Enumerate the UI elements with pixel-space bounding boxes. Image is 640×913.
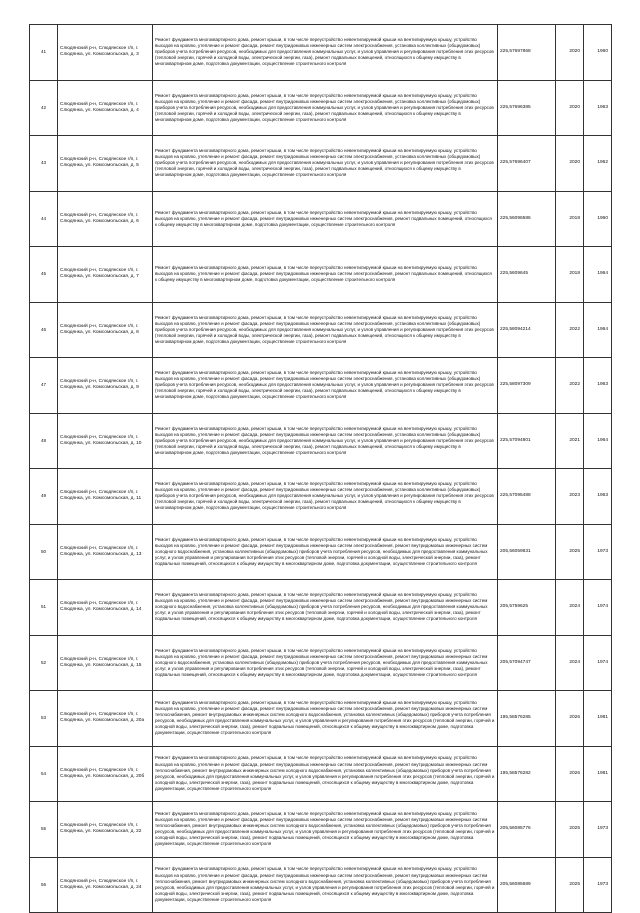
work-description-cell: Ремонт фундамента многоквартирного дома, ремонт крыши, в том числе переустройство невентилируемой крыши на вентилируемую крышу, устройство выходов на кровлю, утепление и ремонт фасада, ремонт внутридомовых инженерных систем электроснабжения, установка коллективных (общедомовых) приборов учета потребления ресурсов, необходимых для предоставления коммунальных услуг, и узлов управления и регулирования потребления этих ресурсов (тепловой энергии, горячей и холодной воды, электрической энергии, газа), ремонт подвальных помещений, относящихся к общему имуществу в многоквартирном доме, подготовка документации, осуществление строительного контроля <box>153 413 498 469</box>
work-description-cell: Ремонт фундамента многоквартирного дома, ремонт крыши, в том числе переустройство невентилируемой крыши на вентилируемую крышу, устройство выходов на кровлю, утепление и ремонт фасада, ремонт внутридомовых инженерных систем электроснабжения, установка коллективных (общедомовых) приборов учета потребления ресурсов, необходимых для предоставления коммунальных услуг, и узлов управления и регулирования потребления этих ресурсов (тепловой энергии, горячей и холодной воды, электрической энергии, газа), ремонт подвальных помещений, относящихся к общему имуществу в многоквартирном доме, подготовка документации, осуществление строительного контроля <box>153 136 498 192</box>
work-description-cell: Ремонт фундамента многоквартирного дома, ремонт крыши, в том числе переустройство невентилируемой крыши на вентилируемую крышу, устройство выходов на кровлю, утепление и ремонт фасада, ремонт внутридомовых инженерных систем электроснабжения, установка коллективных (общедомовых) приборов учета потребления ресурсов, необходимых для предоставления коммунальных услуг, и узлов управления и регулирования потребления этих ресурсов (тепловой энергии, горячей и холодной воды, электрической энергии, газа), ремонт подвальных помещений, относящихся к общему имуществу в многоквартирном доме, подготовка документации, осуществление строительного контроля <box>153 80 498 136</box>
address-cell: Слюдянский р-н, Слюдянское г/п, г. Слюдянка, ул. Комсомольская, д. 20б <box>58 746 153 802</box>
table-row <box>30 580 612 636</box>
address-cell: Слюдянский р-н, Слюдянское г/п, г. Слюдянка, ул. Комсомольская, д. 4 <box>58 80 153 136</box>
work-description-cell: Ремонт фундамента многоквартирного дома, ремонт крыши, в том числе переустройство невентилируемой крыши на вентилируемую крышу, устройство выходов на кровлю, утепление и ремонт фасада, ремонт внутридомовых инженерных систем электроснабжения, ремонт внутридомовых инженерных систем холодного водоснабжения, установка коллективных (общедомовых) приборов учета потребления ресурсов, необходимых для предоставления коммунальных услуг, и узлов управления и регулирования потребления этих ресурсов (тепловой энергии, горячей и холодной воды, электрической энергии, газа), ремонт подвальных помещений, относящихся к общему имуществу в многоквартирном доме, подготовка документации, осуществление строительного контроля <box>153 635 498 691</box>
build-year-cell: 1960 <box>584 191 612 247</box>
row-number: 56 <box>30 857 58 913</box>
cost-cell: 225,57696407 <box>498 136 556 192</box>
work-description-cell: Ремонт фундамента многоквартирного дома, ремонт крыши, в том числе переустройство невентилируемой крыши на вентилируемую крышу, устройство выходов на кровлю, утепление и ремонт фасада, ремонт внутридомовых инженерных систем электроснабжения, ремонт подвальных помещений, относящихся к общему имуществу в многоквартирном доме, подготовка документации, осуществление строительного контроля <box>153 191 498 247</box>
build-year-cell: 1981 <box>584 746 612 802</box>
table-row <box>30 247 612 303</box>
build-year-cell: 1964 <box>584 247 612 303</box>
row-number: 44 <box>30 191 58 247</box>
row-number: 46 <box>30 302 58 358</box>
work-description-cell: Ремонт фундамента многоквартирного дома, ремонт крыши, в том числе переустройство невентилируемой крыши на вентилируемую крышу, устройство выходов на кровлю, утепление и ремонт фасада, ремонт внутридомовых инженерных систем электроснабжения, ремонт подвальных помещений, относящихся к общему имуществу в многоквартирном доме, подготовка документации, осуществление строительного контроля <box>153 247 498 303</box>
address-cell: Слюдянский р-н, Слюдянское г/п, г. Слюдянка, ул. Комсомольская, д. 5 <box>58 136 153 192</box>
table-row <box>30 358 612 414</box>
cost-cell: 225,5609645 <box>498 247 556 303</box>
table-row <box>30 524 612 580</box>
row-number: 41 <box>30 25 58 81</box>
work-description-cell: Ремонт фундамента многоквартирного дома, ремонт крыши, в том числе переустройство невентилируемой крыши на вентилируемую крышу, устройство выходов на кровлю, утепление и ремонт фасада, ремонт внутридомовых инженерных систем электроснабжения, ремонт внутридомовых инженерных систем теплоснабжения, ремонт внутридомовых инженерных систем холодного водоснабжения, установка коллективных (общедомовых) приборов учета потребления ресурсов, необходимых для предоставления коммунальных услуг, и узлов управления и регулирования потребления этих ресурсов (тепловой энергии, горячей и холодной воды, электрической энергии, газа), ремонт подвальных помещений, относящихся к общему имуществу в многоквартирном доме, подготовка документации, осуществление строительного контроля <box>153 802 498 858</box>
build-year-cell: 1973 <box>584 802 612 858</box>
planned-year-cell: 2018 <box>556 247 584 303</box>
address-cell: Слюдянский р-н, Слюдянское г/п, г. Слюдянка, ул. Комсомольская, д. 3 <box>58 25 153 81</box>
work-description-cell: Ремонт фундамента многоквартирного дома, ремонт крыши, в том числе переустройство невентилируемой крыши на вентилируемую крышу, устройство выходов на кровлю, утепление и ремонт фасада, ремонт внутридомовых инженерных систем электроснабжения, установка коллективных (общедомовых) приборов учета потребления ресурсов, необходимых для предоставления коммунальных услуг, и узлов управления и регулирования потребления этих ресурсов (тепловой энергии, горячей и холодной воды, электрической энергии, газа), ремонт подвальных помещений, относящихся к общему имуществу в многоквартирном доме, подготовка документации, осуществление строительного контроля <box>153 302 498 358</box>
work-description-cell: Ремонт фундамента многоквартирного дома, ремонт крыши, в том числе переустройство невентилируемой крыши на вентилируемую крышу, устройство выходов на кровлю, утепление и ремонт фасада, ремонт внутридомовых инженерных систем электроснабжения, ремонт внутридомовых инженерных систем теплоснабжения, ремонт внутридомовых инженерных систем холодного водоснабжения, установка коллективных (общедомовых) приборов учета потребления ресурсов, необходимых для предоставления коммунальных услуг, и узлов управления и регулирования потребления этих ресурсов (тепловой энергии, горячей и холодной воды, электрической энергии, газа), ремонт подвальных помещений, относящихся к общему имуществу в многоквартирном доме, подготовка документации, осуществление строительного контроля <box>153 746 498 802</box>
build-year-cell: 1960 <box>584 25 612 81</box>
cost-cell: 225,57697868 <box>498 25 556 81</box>
planned-year-cell: 2025 <box>556 524 584 580</box>
address-cell: Слюдянский р-н, Слюдянское г/п, г. Слюдянка, ул. Комсомольская, д. 6 <box>58 191 153 247</box>
cost-cell: 225,57095488 <box>498 469 556 525</box>
planned-year-cell: 2022 <box>556 358 584 414</box>
work-description-cell: Ремонт фундамента многоквартирного дома, ремонт крыши, в том числе переустройство невентилируемой крыши на вентилируемую крышу, устройство выходов на кровлю, утепление и ремонт фасада, ремонт внутридомовых инженерных систем электроснабжения, ремонт внутридомовых инженерных систем холодного водоснабжения, установка коллективных (общедомовых) приборов учета потребления ресурсов, необходимых для предоставления коммунальных услуг, и узлов управления и регулирования потребления этих ресурсов (тепловой энергии, горячей и холодной воды, электрической энергии, газа), ремонт подвальных помещений, относящихся к общему имуществу в многоквартирном доме, подготовка документации, осуществление строительного контроля <box>153 524 498 580</box>
cost-cell: 225,57696385 <box>498 80 556 136</box>
row-number: 49 <box>30 469 58 525</box>
table-row <box>30 857 612 913</box>
table-row <box>30 691 612 747</box>
table-row <box>30 635 612 691</box>
planned-year-cell: 2025 <box>556 857 584 913</box>
cost-cell: 205,57094747 <box>498 635 556 691</box>
address-cell: Слюдянский р-н, Слюдянское г/п, г. Слюдянка, ул. Комсомольская, д. 24 <box>58 857 153 913</box>
cost-cell: 205,56085776 <box>498 802 556 858</box>
address-cell: Слюдянский р-н, Слюдянское г/п, г. Слюдянка, ул. Комсомольская, д. 22 <box>58 802 153 858</box>
table-row <box>30 136 612 192</box>
work-description-cell: Ремонт фундамента многоквартирного дома, ремонт крыши, в том числе переустройство невентилируемой крыши на вентилируемую крышу, устройство выходов на кровлю, утепление и ремонт фасада, ремонт внутридомовых инженерных систем электроснабжения, установка коллективных (общедомовых) приборов учета потребления ресурсов, необходимых для предоставления коммунальных услуг, и узлов управления и регулирования потребления этих ресурсов (тепловой энергии, горячей и холодной воды, электрической энергии, газа), ремонт подвальных помещений, относящихся к общему имуществу в многоквартирном доме, подготовка документации, осуществление строительного контроля <box>153 469 498 525</box>
row-number: 43 <box>30 136 58 192</box>
address-cell: Слюдянский р-н, Слюдянское г/п, г. Слюдянка, ул. Комсомольская, д. 13 <box>58 524 153 580</box>
work-description-cell: Ремонт фундамента многоквартирного дома, ремонт крыши, в том числе переустройство невентилируемой крыши на вентилируемую крышу, устройство выходов на кровлю, утепление и ремонт фасада, ремонт внутридомовых инженерных систем электроснабжения, установка коллективных (общедомовых) приборов учета потребления ресурсов, необходимых для предоставления коммунальных услуг, и узлов управления и регулирования потребления этих ресурсов (тепловой энергии, горячей и холодной воды, электрической энергии, газа), ремонт подвальных помещений, относящихся к общему имуществу в многоквартирном доме, подготовка документации, осуществление строительного контроля <box>153 25 498 81</box>
address-cell: Слюдянский р-н, Слюдянское г/п, г. Слюдянка, ул. Комсомольская, д. 9 <box>58 358 153 414</box>
cost-cell: 225,58097309 <box>498 358 556 414</box>
document-page <box>29 24 611 913</box>
cost-cell: 225,57094801 <box>498 413 556 469</box>
planned-year-cell: 2020 <box>556 136 584 192</box>
cost-cell: 205,56085689 <box>498 857 556 913</box>
cost-cell: 205,5759625 <box>498 580 556 636</box>
table-row <box>30 302 612 358</box>
planned-year-cell: 2025 <box>556 802 584 858</box>
planned-year-cell: 2024 <box>556 580 584 636</box>
address-cell: Слюдянский р-н, Слюдянское г/п, г. Слюдянка, ул. Комсомольская, д. 14 <box>58 580 153 636</box>
row-number: 54 <box>30 746 58 802</box>
table-row <box>30 25 612 81</box>
build-year-cell: 1962 <box>584 136 612 192</box>
row-number: 42 <box>30 80 58 136</box>
cost-cell: 225,58094214 <box>498 302 556 358</box>
work-description-cell: Ремонт фундамента многоквартирного дома, ремонт крыши, в том числе переустройство невентилируемой крыши на вентилируемую крышу, устройство выходов на кровлю, утепление и ремонт фасада, ремонт внутридомовых инженерных систем электроснабжения, ремонт внутридомовых инженерных систем теплоснабжения, ремонт внутридомовых инженерных систем холодного водоснабжения, установка коллективных (общедомовых) приборов учета потребления ресурсов, необходимых для предоставления коммунальных услуг, и узлов управления и регулирования потребления этих ресурсов (тепловой энергии, горячей и холодной воды, электрической энергии, газа), ремонт подвальных помещений, относящихся к общему имуществу в многоквартирном доме, подготовка документации, осуществление строительного контроля <box>153 691 498 747</box>
planned-year-cell: 2020 <box>556 25 584 81</box>
row-number: 52 <box>30 635 58 691</box>
row-number: 45 <box>30 247 58 303</box>
table-row <box>30 191 612 247</box>
build-year-cell: 1974 <box>584 580 612 636</box>
build-year-cell: 1964 <box>584 302 612 358</box>
planned-year-cell: 2022 <box>556 302 584 358</box>
build-year-cell: 1964 <box>584 413 612 469</box>
work-description-cell: Ремонт фундамента многоквартирного дома, ремонт крыши, в том числе переустройство невентилируемой крыши на вентилируемую крышу, устройство выходов на кровлю, утепление и ремонт фасада, ремонт внутридомовых инженерных систем электроснабжения, ремонт внутридомовых инженерных систем теплоснабжения, ремонт внутридомовых инженерных систем холодного водоснабжения, установка коллективных (общедомовых) приборов учета потребления ресурсов, необходимых для предоставления коммунальных услуг, и узлов управления и регулирования потребления этих ресурсов (тепловой энергии, горячей и холодной воды, электрической энергии, газа), ремонт подвальных помещений, относящихся к общему имуществу в многоквартирном доме, подготовка документации, осуществление строительного контроля <box>153 857 498 913</box>
cost-cell: 225,56096586 <box>498 191 556 247</box>
planned-year-cell: 2026 <box>556 691 584 747</box>
row-number: 50 <box>30 524 58 580</box>
build-year-cell: 1963 <box>584 358 612 414</box>
row-number: 47 <box>30 358 58 414</box>
address-cell: Слюдянский р-н, Слюдянское г/п, г. Слюдянка, ул. Комсомольская, д. 10 <box>58 413 153 469</box>
address-cell: Слюдянский р-н, Слюдянское г/п, г. Слюдянка, ул. Комсомольская, д. 11 <box>58 469 153 525</box>
build-year-cell: 1963 <box>584 80 612 136</box>
planned-year-cell: 2023 <box>556 469 584 525</box>
row-number: 53 <box>30 691 58 747</box>
table-row <box>30 80 612 136</box>
planned-year-cell: 2018 <box>556 191 584 247</box>
build-year-cell: 1974 <box>584 635 612 691</box>
build-year-cell: 1981 <box>584 691 612 747</box>
work-description-cell: Ремонт фундамента многоквартирного дома, ремонт крыши, в том числе переустройство невентилируемой крыши на вентилируемую крышу, устройство выходов на кровлю, утепление и ремонт фасада, ремонт внутридомовых инженерных систем электроснабжения, установка коллективных (общедомовых) приборов учета потребления ресурсов, необходимых для предоставления коммунальных услуг, и узлов управления и регулирования потребления этих ресурсов (тепловой энергии, горячей и холодной воды, электрической энергии, газа), ремонт подвальных помещений, относящихся к общему имуществу в многоквартирном доме, подготовка документации, осуществление строительного контроля <box>153 358 498 414</box>
build-year-cell: 1973 <box>584 857 612 913</box>
repair-program-table <box>29 24 612 913</box>
table-row <box>30 746 612 802</box>
cost-cell: 195,58576282 <box>498 746 556 802</box>
planned-year-cell: 2024 <box>556 635 584 691</box>
build-year-cell: 1963 <box>584 469 612 525</box>
cost-cell: 195,58576285 <box>498 691 556 747</box>
planned-year-cell: 2021 <box>556 413 584 469</box>
work-description-cell: Ремонт фундамента многоквартирного дома, ремонт крыши, в том числе переустройство невентилируемой крыши на вентилируемую крышу, устройство выходов на кровлю, утепление и ремонт фасада, ремонт внутридомовых инженерных систем электроснабжения, ремонт внутридомовых инженерных систем холодного водоснабжения, установка коллективных (общедомовых) приборов учета потребления ресурсов, необходимых для предоставления коммунальных услуг, и узлов управления и регулирования потребления этих ресурсов (тепловой энергии, горячей и холодной воды, электрической энергии, газа), ремонт подвальных помещений, относящихся к общему имуществу в многоквартирном доме, подготовка документации, осуществление строительного контроля <box>153 580 498 636</box>
row-number: 55 <box>30 802 58 858</box>
address-cell: Слюдянский р-н, Слюдянское г/п, г. Слюдянка, ул. Комсомольская, д. 8 <box>58 302 153 358</box>
address-cell: Слюдянский р-н, Слюдянское г/п, г. Слюдянка, ул. Комсомольская, д. 7 <box>58 247 153 303</box>
row-number: 51 <box>30 580 58 636</box>
table-row <box>30 802 612 858</box>
address-cell: Слюдянский р-н, Слюдянское г/п, г. Слюдянка, ул. Комсомольская, д. 20а <box>58 691 153 747</box>
table-row <box>30 413 612 469</box>
table-row <box>30 469 612 525</box>
address-cell: Слюдянский р-н, Слюдянское г/п, г. Слюдянка, ул. Комсомольская, д. 15 <box>58 635 153 691</box>
cost-cell: 205,56059831 <box>498 524 556 580</box>
planned-year-cell: 2020 <box>556 80 584 136</box>
build-year-cell: 1973 <box>584 524 612 580</box>
planned-year-cell: 2026 <box>556 746 584 802</box>
table-body <box>30 25 612 913</box>
row-number: 48 <box>30 413 58 469</box>
